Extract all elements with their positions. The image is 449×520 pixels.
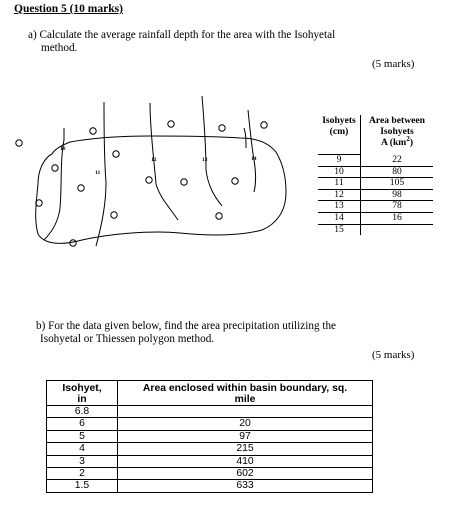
rain-area-header: Area enclosed within basin boundary, sq. mile bbox=[118, 381, 373, 406]
isohyetal-map bbox=[0, 88, 300, 263]
rain-station bbox=[16, 140, 22, 146]
rainfall-table-row bbox=[47, 443, 373, 455]
rain-isohyet-value: 2 bbox=[47, 468, 118, 480]
part-a-text bbox=[28, 29, 335, 55]
question-title: Question 5 (10 marks) bbox=[14, 3, 123, 15]
rainfall-table-row bbox=[47, 406, 373, 418]
area-value: 98 bbox=[361, 189, 434, 201]
rain-station bbox=[168, 121, 174, 127]
area-value: 16 bbox=[361, 212, 434, 224]
rainfall-table-row bbox=[47, 480, 373, 492]
isohyet-label-13: 13 bbox=[202, 157, 208, 163]
catchment-boundary bbox=[36, 136, 286, 243]
map-lines bbox=[16, 96, 286, 246]
isohyet-line-14 bbox=[248, 110, 256, 192]
rain-station bbox=[219, 125, 225, 131]
rain-isohyet-value: 6 bbox=[47, 418, 118, 430]
rain-isohyet-value: 6.8 bbox=[47, 406, 118, 418]
rain-station bbox=[146, 177, 152, 183]
area-value: 22 bbox=[361, 155, 434, 167]
isohyet-table-row bbox=[318, 189, 433, 201]
area-value bbox=[361, 224, 434, 235]
rainfall-table bbox=[46, 380, 373, 493]
rain-station bbox=[90, 128, 96, 134]
rain-area-value: 633 bbox=[118, 480, 373, 492]
isohyet-line-13 bbox=[202, 96, 222, 206]
rain-area-value: 410 bbox=[118, 455, 373, 467]
rain-station bbox=[181, 179, 187, 185]
part-b-text bbox=[36, 320, 336, 346]
rain-isohyet-value: 4 bbox=[47, 443, 118, 455]
isohyet-value: 10 bbox=[318, 166, 361, 178]
rain-station bbox=[111, 212, 117, 218]
part-b-line-2: Isohyetal or Thiessen polygon method. bbox=[40, 333, 215, 345]
rain-area-value: 215 bbox=[118, 443, 373, 455]
rain-station bbox=[36, 200, 42, 206]
rain-isohyet-value: 1.5 bbox=[47, 480, 118, 492]
rain-station bbox=[216, 213, 222, 219]
area-value: 80 bbox=[361, 166, 434, 178]
area-col-header: Area between Isohyets A $(km^2)$ bbox=[368, 115, 426, 148]
isohyet-line-10 bbox=[44, 128, 64, 240]
isohyet-label-10: 10 bbox=[60, 146, 66, 152]
rain-area-value: 602 bbox=[118, 468, 373, 480]
part-a-marks: (5 marks) bbox=[372, 58, 415, 70]
isohyet-table-row bbox=[318, 212, 433, 224]
rain-isohyet-header: Isohyet, in bbox=[47, 381, 118, 406]
part-a-line-1: a) Calculate the average rainfall depth for the area with the Isohyetal bbox=[28, 29, 336, 41]
rain-area-value bbox=[118, 406, 373, 418]
rain-station bbox=[113, 151, 119, 157]
rain-station bbox=[70, 240, 76, 246]
isohyet-value: 11 bbox=[318, 178, 361, 190]
isohyet-table-row bbox=[318, 155, 433, 167]
rain-station bbox=[52, 165, 58, 171]
part-b-line-1: b) For the data given below, find the area precipitation utilizing the bbox=[36, 320, 336, 332]
isohyet-area-table bbox=[318, 115, 433, 235]
rainfall-table-body bbox=[47, 406, 373, 493]
isohyet-table-row bbox=[318, 178, 433, 190]
rainfall-table-row bbox=[47, 468, 373, 480]
part-b-marks: (5 marks) bbox=[372, 349, 415, 361]
isohyet-table-body bbox=[318, 155, 433, 236]
isohyet-value: 9 bbox=[318, 155, 361, 167]
isohyet-value: 12 bbox=[318, 189, 361, 201]
isohyet-label-12: 12 bbox=[151, 157, 157, 163]
rain-area-value: 97 bbox=[118, 430, 373, 442]
isohyet-table-row bbox=[318, 224, 433, 235]
area-value: 105 bbox=[361, 178, 434, 190]
isohyet-value: 15 bbox=[318, 224, 361, 235]
rain-station bbox=[261, 122, 267, 128]
rain-area-value: 20 bbox=[118, 418, 373, 430]
rainfall-table-row bbox=[47, 430, 373, 442]
isohyet-label-14: 14 bbox=[251, 156, 257, 162]
area-value: 78 bbox=[361, 201, 434, 213]
isohyet-col-header: Isohyets (cm) bbox=[318, 115, 361, 148]
isohyet-value: 14 bbox=[318, 212, 361, 224]
rain-isohyet-value: 3 bbox=[47, 455, 118, 467]
isohyet-value: 13 bbox=[318, 201, 361, 213]
rain-isohyet-value: 5 bbox=[47, 430, 118, 442]
rainfall-table-row bbox=[47, 455, 373, 467]
part-a-line-2: method. bbox=[41, 42, 78, 54]
rain-station bbox=[78, 185, 84, 191]
isohyet-label-11: 11 bbox=[95, 170, 101, 176]
isohyet-table-row bbox=[318, 166, 433, 178]
rainfall-table-row bbox=[47, 418, 373, 430]
isohyet-table-row bbox=[318, 201, 433, 213]
rain-station bbox=[232, 178, 238, 184]
